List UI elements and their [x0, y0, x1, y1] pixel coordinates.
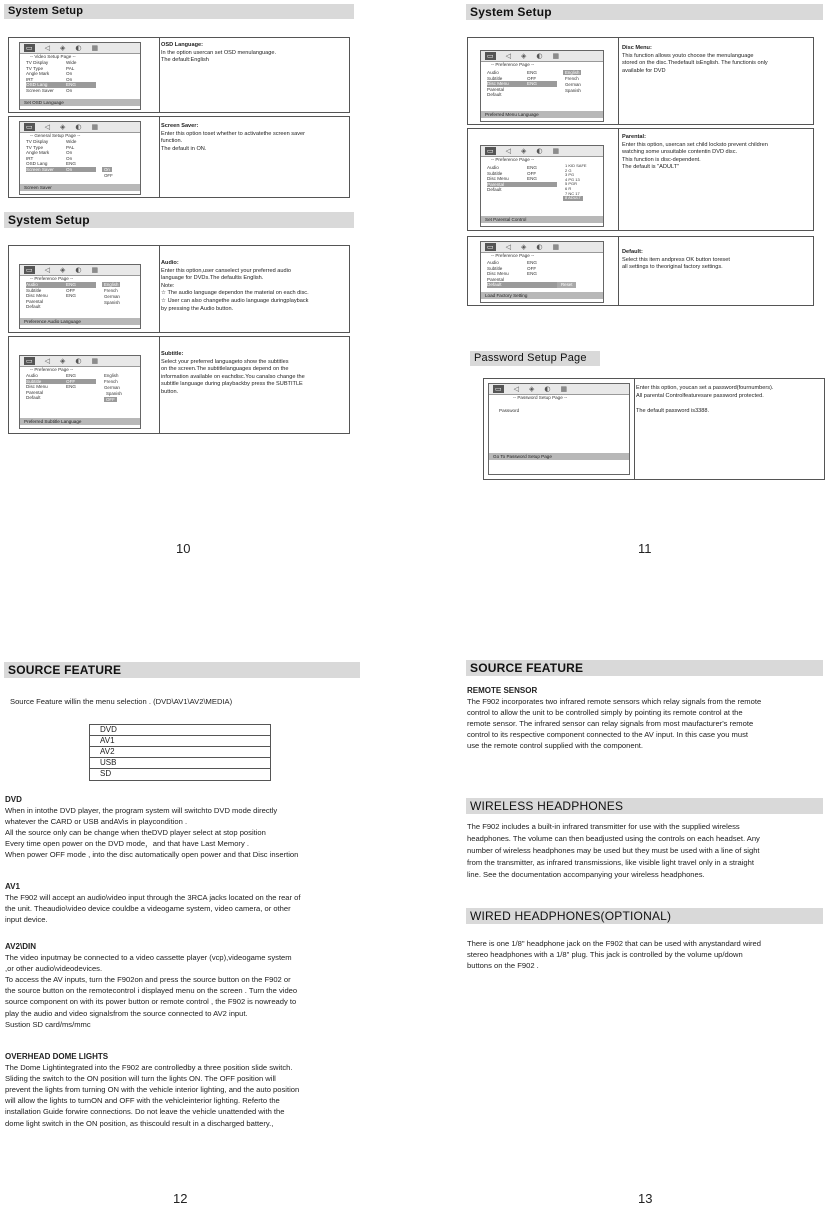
menu-row: Disc Menu ENG	[487, 271, 537, 276]
menu-option: Spanish	[104, 300, 120, 305]
menu-option-selected: English	[104, 282, 119, 287]
page-number-11: 11	[638, 541, 652, 556]
source-item: DVD	[90, 725, 270, 736]
menu-option: French	[565, 76, 579, 81]
menu-status-bar: Set OSD Language	[20, 99, 140, 106]
video-icon: ◈	[60, 123, 66, 131]
password-menu-screenshot	[488, 383, 630, 475]
section-wired: There is one 1/8" headphone jack on the F902 that can be used with anystandard wired stereo headphones with a 1/8" plug. This jack is controlled by the volume up/down buttons on the F902 .	[467, 939, 761, 971]
menu-option-selected: On	[104, 167, 110, 172]
video-icon: ◈	[60, 357, 66, 365]
menu-icon-bar	[481, 51, 603, 62]
menu-option-selected: 8 ADULT	[565, 195, 581, 201]
panel-divider	[159, 337, 160, 433]
page10-header-1: System Setup	[4, 4, 354, 19]
menu-row-selected: Subtitle OFF	[26, 379, 96, 385]
menu-row: IRT On	[26, 155, 73, 161]
menu-row-selected: Parental	[487, 182, 557, 188]
section-av2-din: AV2\DIN The video inputmay be connected to a video cassette player (vcp),videogame system ,or other audio\videodevices. To access the AV inputs, turn the F902on and press the source button on the F902 or the source button on the remotecontrol i displayed menu on the screen . Turn the video source component on with its power button or remote control , the F902 is nowready to play the audio and video signalsfrom the source connected to AV2 input. Sustion SD card/ms/mmc	[5, 941, 365, 1030]
menu-title: -- Video Setup Page --	[30, 54, 76, 59]
general-setup-icon: ▭	[487, 243, 494, 251]
discmenu-menu-screenshot	[480, 50, 604, 122]
section-title: AV2\DIN	[5, 942, 36, 951]
preference-icon: ◐	[75, 44, 82, 52]
menu-row: Password	[499, 408, 520, 413]
page-number-10: 10	[176, 541, 191, 556]
menu-icon-bar	[20, 356, 140, 367]
section-wireless: The F902 includes a built-in infrared transmitter for use with the supplied wireless headphones. The volume can then beadjusted using the controls on each headset. Any number of wireless headphones may be used but they must be used with a line of sight from the transmitter, as infrared transmissions, like visible light travel only in a straight line. See the documentation accompanying your wireless headphones.	[467, 822, 760, 879]
video-icon: ◈	[60, 44, 66, 52]
source-item: AV2	[90, 747, 270, 758]
menu-status-bar: Screen Saver	[20, 184, 140, 191]
menu-icon-bar	[481, 242, 603, 253]
general-setup-icon: ▭	[26, 123, 33, 131]
preference-icon: ◐	[75, 123, 82, 131]
menu-row: Parental	[487, 86, 505, 92]
preference-icon: ◐	[536, 52, 543, 60]
source-item: USB	[90, 758, 270, 769]
video-icon: ◈	[521, 243, 527, 251]
reset-button: Reset	[557, 282, 576, 288]
menu-status-bar: Preference Audio Language	[20, 318, 140, 325]
general-setup-icon: ▭	[487, 147, 494, 155]
menu-title: -- Preference Page --	[30, 367, 74, 372]
audio-menu-screenshot	[19, 264, 141, 329]
preference-icon: ◐	[536, 243, 543, 251]
speaker-icon: ◁	[44, 266, 51, 274]
menu-row-selected: Screen Saver On	[26, 167, 96, 173]
menu-row: Disc Menu ENG	[26, 293, 76, 298]
menu-title: -- Preference Page --	[491, 62, 535, 67]
panel-password	[483, 378, 825, 480]
menu-status-bar: Set Parental Control	[481, 216, 603, 223]
menu-row: Parental	[487, 276, 505, 282]
general-setup-icon: ▭	[495, 385, 502, 393]
panel-disc-menu	[467, 37, 814, 125]
menu-row-selected: Disc Menu ENG	[487, 81, 557, 87]
menu-row: Subtitle OFF	[26, 287, 76, 293]
section-dvd: DVD When in intothe DVD player, the program system will switchto DVD mode directly whatever the CARD or USB andAVis in playcondition . All the source only can be change when theDVD player select at stop position Every time open power on the DVD mode，and that have Last Memory . When power OFF mode , into the disc automatically open power and that Disc insertion	[5, 794, 365, 861]
menu-row: IRT On	[26, 76, 73, 82]
menu-option: 1 KID SAFE	[565, 163, 587, 168]
menu-option: 7 NC 17	[565, 190, 580, 196]
menu-option: Spanish	[106, 391, 122, 396]
menu-option: OFF	[104, 173, 113, 178]
menu-status-bar: Preferred Subtitle Language	[20, 418, 140, 425]
page11-header: System Setup	[466, 4, 823, 20]
panel-divider	[159, 117, 160, 197]
subtitle-menu-screenshot	[19, 355, 141, 429]
menu-option: 4 PG 13	[565, 176, 580, 182]
menu-row: OSD Lang ENG	[26, 161, 76, 166]
section-remote-sensor: REMOTE SENSOR The F902 incorporates two infrared remote sensors which relay signals from the remote control to allow the unit to be controlled simply by pointing its remote control at the remote sensor. The infrared sensor can relay signals from most maufacturer's remote control to its respective component connected to the AV input. In this case you must use the remote control supplied with the component.	[467, 685, 827, 752]
password-icon: ▦	[91, 44, 99, 52]
general-setup-icon: ▭	[487, 52, 494, 60]
video-icon: ◈	[521, 52, 527, 60]
page-number-13: 13	[638, 1191, 653, 1206]
menu-option: French	[104, 288, 118, 293]
menu-row: Subtitle OFF	[487, 265, 537, 271]
menu-option: 3 PG	[565, 172, 575, 178]
menu-row: Default	[26, 304, 41, 309]
video-icon: ◈	[529, 385, 535, 393]
section-title: OVERHEAD DOME LIGHTS	[5, 1052, 109, 1061]
menu-row: Subtitle OFF	[487, 75, 537, 81]
menu-row: Default	[26, 395, 41, 400]
preference-icon: ◐	[75, 357, 82, 365]
video-icon: ◈	[60, 266, 66, 274]
menu-row: Audio ENG	[487, 260, 537, 265]
parental-menu-screenshot	[480, 145, 604, 227]
speaker-icon: ◁	[505, 243, 512, 251]
menu-row: Parental	[26, 298, 44, 304]
menu-option: Spanish	[565, 88, 581, 93]
panel-audio	[8, 245, 350, 333]
general-setup-icon: ▭	[26, 44, 33, 52]
menu-status-bar: Load Factory Setting	[481, 292, 603, 299]
panel-subtitle	[8, 336, 350, 434]
section-title: REMOTE SENSOR	[467, 686, 538, 695]
password-icon: ▦	[91, 266, 99, 274]
panel-divider	[618, 38, 619, 124]
general-setup-icon: ▭	[26, 357, 33, 365]
menu-row: Angle Mark On	[26, 150, 73, 155]
menu-icon-bar	[20, 265, 140, 276]
menu-title: -- Preference Page --	[491, 157, 535, 162]
preference-icon: ◐	[536, 147, 543, 155]
menu-option: 5 PGR	[565, 181, 578, 187]
menu-icon-bar	[489, 384, 629, 395]
osd-description: OSD Language: In the option usercan set OSD menulanguage. The default:English	[161, 42, 277, 64]
section-title: DVD	[5, 795, 22, 804]
password-icon: ▦	[552, 52, 560, 60]
section-title: AV1	[5, 882, 20, 891]
panel-divider	[159, 38, 160, 112]
menu-option: German	[104, 385, 120, 390]
password-setup-header: Password Setup Page	[470, 351, 600, 366]
speaker-icon: ◁	[44, 123, 51, 131]
panel-default	[467, 236, 814, 306]
speaker-icon: ◁	[505, 147, 512, 155]
panel-divider	[159, 246, 160, 332]
menu-row: Screen Saver On	[26, 87, 73, 93]
password-icon: ▦	[91, 357, 99, 365]
audio-description: Audio: Enter this option,user canselect your preferred audio language for DVDs.The defaultis English. Note: ☆ The audio language dependon the material on each disc. ☆ User can also changethe audio language duringplayback by pressing the Audio button.	[161, 260, 309, 312]
menu-title: -- Password Setup Page --	[513, 395, 568, 400]
menu-option: English	[104, 373, 119, 378]
source-item: AV1	[90, 736, 270, 747]
source-item: SD	[100, 769, 112, 778]
password-icon: ▦	[91, 123, 99, 131]
general-setup-icon: ▭	[26, 266, 33, 274]
parental-description: Parental: Enter this option, usercan set child locksto prevent children watching some unsuitable contentin DVD disc. This function is disc-dependent. The default is "ADULT"	[622, 134, 768, 171]
menu-title: -- Preference Page --	[491, 253, 535, 258]
menu-row: TV Display Wide	[26, 139, 77, 144]
menu-option: 2 G	[565, 167, 572, 173]
menu-row-selected: Default	[487, 282, 557, 288]
menu-row: Default	[487, 92, 502, 97]
menu-option: French	[104, 379, 118, 384]
menu-row-selected: OSD Lang ENG	[26, 82, 96, 88]
menu-icon-bar	[20, 122, 140, 133]
menu-row: Disc Menu ENG	[487, 176, 537, 181]
discmenu-description: Disc Menu: This function allows youto choose the menulanguage stored on the disc.Thedefault isEnglish. The functionis only available for DVD	[622, 45, 768, 74]
page12-header: SOURCE FEATURE	[4, 662, 360, 678]
menu-row: Parental	[26, 389, 44, 395]
page13-header: SOURCE FEATURE	[466, 660, 823, 676]
page10-header-2: System Setup	[4, 212, 354, 228]
speaker-icon: ◁	[44, 44, 51, 52]
menu-row: Audio ENG	[487, 70, 537, 75]
menu-status-bar: Preferred Menu Language	[481, 111, 603, 118]
page-number-12: 12	[173, 1191, 188, 1206]
menu-title: -- General Setup Page --	[30, 133, 81, 138]
password-description: Enter this option, youcan set a password(fournumbers). All parental Controlfeaturesare password protected. The default password is3388.	[636, 385, 774, 414]
menu-option: German	[565, 82, 581, 87]
panel-osd-language	[8, 37, 350, 113]
section-dome-lights: OVERHEAD DOME LIGHTS The Dome Lightintegrated into the F902 are controlledby a three position slide switch. Sliding the switch to the ON position will turn the lights ON. The OFF position will prevent the lights from turning ON with the vehicle interior lighting, and the auto position will allow the lights to turnON and OFF with the vehicleinterior lighting. Referto the installation Guide forwire connections. Do not leave the vehicle unattended with the dome light switch in the ON position, as thiscould result in a discharged battery.,	[5, 1051, 365, 1129]
panel-divider	[618, 129, 619, 230]
menu-option-selected: English	[565, 70, 580, 75]
menu-row: Angle Mark On	[26, 71, 73, 76]
default-menu-screenshot	[480, 241, 604, 303]
menu-row: Audio ENG	[487, 165, 537, 170]
menu-row: Audio ENG	[26, 373, 76, 378]
menu-status-bar: Go To Password Setup Page	[489, 453, 629, 460]
menu-row: Disc Menu ENG	[26, 384, 76, 389]
section-av1: AV1 The F902 will accept an audio\video input through the 3RCA jacks located on the rear of the unit. Theaudio\video device couldbe a videogame system, video camera, or other input device.	[5, 881, 365, 925]
wired-headphones-header: WIRED HEADPHONES(OPTIONAL)	[466, 908, 823, 924]
password-icon: ▦	[552, 243, 560, 251]
menu-title: -- Preference Page --	[30, 276, 74, 281]
panel-divider	[618, 237, 619, 305]
osd-menu-screenshot	[19, 42, 141, 110]
preference-icon: ◐	[544, 385, 551, 393]
saver-menu-screenshot	[19, 121, 141, 195]
menu-row: TV Type PAL	[26, 65, 75, 71]
password-icon: ▦	[552, 147, 560, 155]
menu-row: Subtitle OFF	[487, 170, 537, 176]
source-list	[89, 724, 271, 781]
menu-row: TV Display Wide	[26, 60, 77, 65]
wireless-headphones-header: WIRELESS HEADPHONES	[466, 798, 823, 814]
menu-option: German	[104, 294, 120, 299]
menu-icon-bar	[481, 146, 603, 157]
panel-divider	[634, 379, 635, 479]
speaker-icon: ◁	[44, 357, 51, 365]
menu-option-selected: OFF	[106, 397, 115, 402]
panel-parental	[467, 128, 814, 231]
subtitle-description: Subtitle: Select your preferred languageto show the subtitles on the screen.The subtitlelanguages depend on the information available on eachdisc.You canalso change the subtitle language during playbackby press the SUBTITLE button.	[161, 351, 305, 395]
menu-row: Default	[487, 187, 502, 192]
video-icon: ◈	[521, 147, 527, 155]
preference-icon: ◐	[75, 266, 82, 274]
source-intro: Source Feature willin the menu selection . (DVD\AV1\AV2\MEDIA)	[10, 697, 233, 706]
speaker-icon: ◁	[513, 385, 520, 393]
saver-description: Screen Saver: Enter this option toset whether to activatethe screen saver function. The default in ON.	[161, 123, 305, 152]
default-description: Default: Select this item andpress OK button toreset all settings to theoriginal factory settings.	[622, 249, 730, 271]
menu-row: TV Type PAL	[26, 144, 75, 150]
speaker-icon: ◁	[505, 52, 512, 60]
password-icon: ▦	[560, 385, 568, 393]
menu-option: 6 R	[565, 186, 572, 191]
panel-screen-saver	[8, 116, 350, 198]
menu-icon-bar	[20, 43, 140, 54]
menu-row-selected: Audio ENG	[26, 282, 96, 288]
